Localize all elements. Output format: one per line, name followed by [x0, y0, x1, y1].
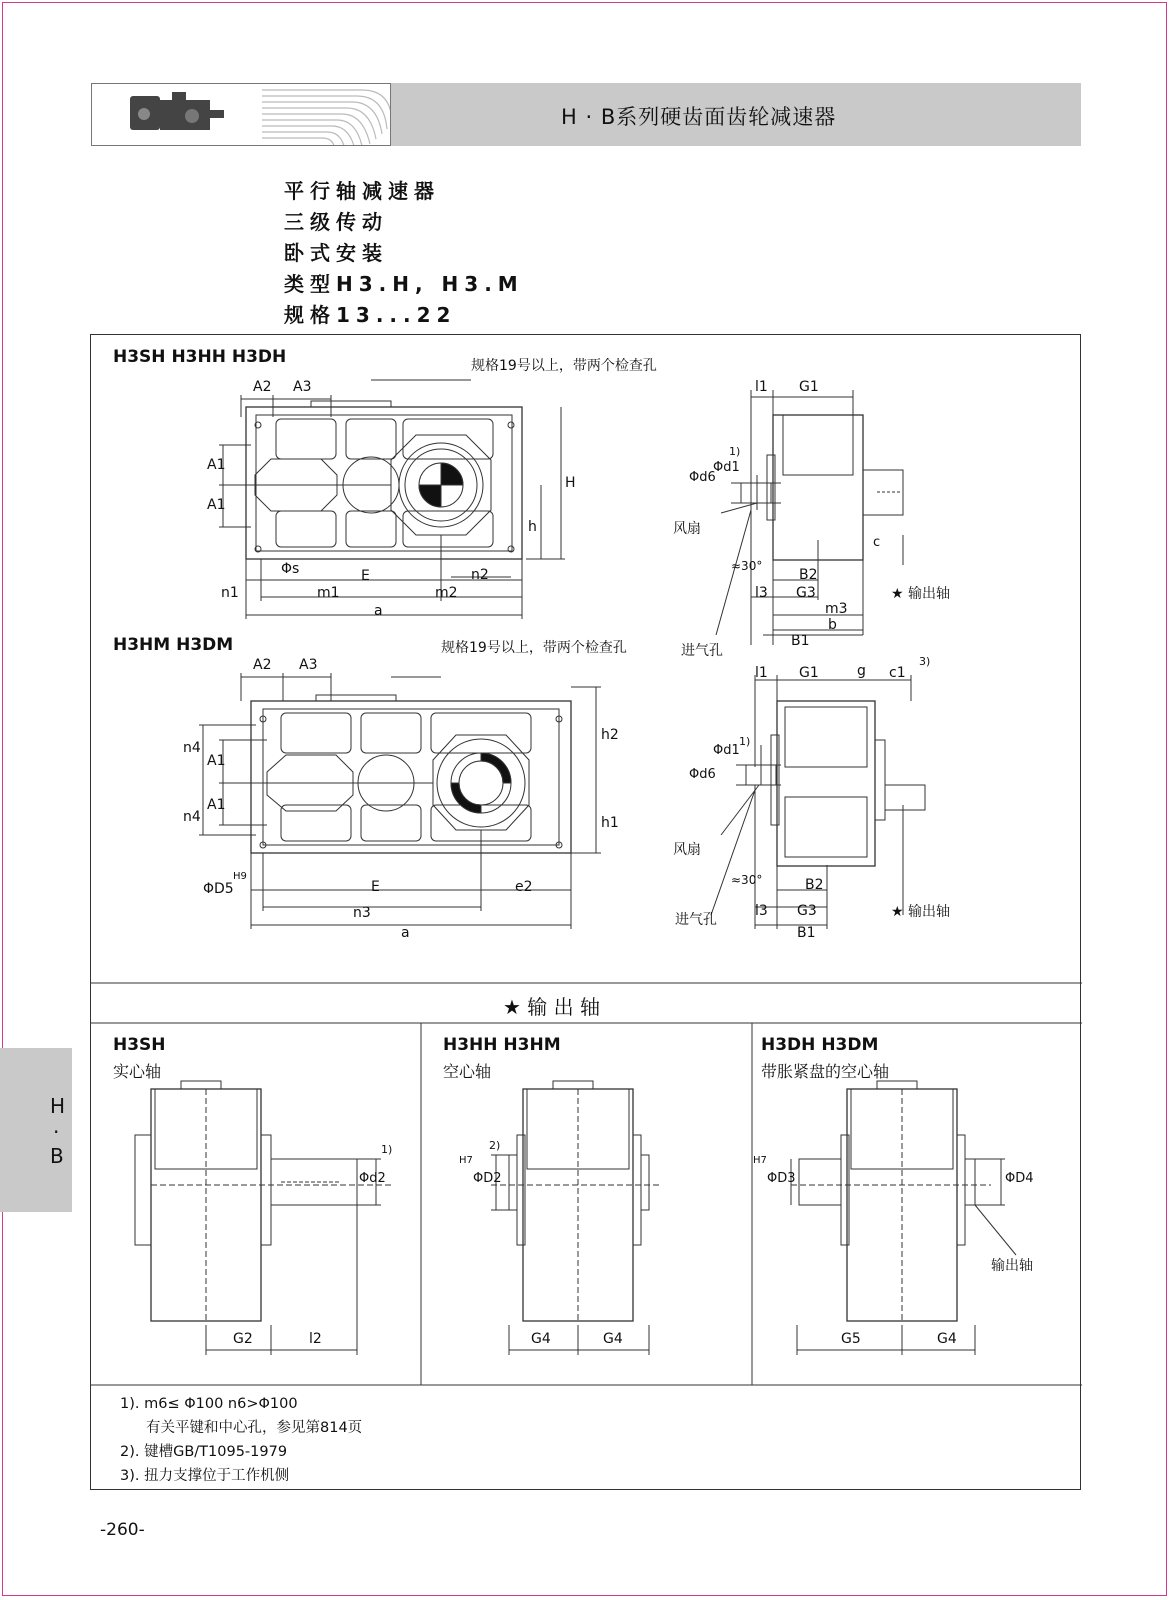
dim-b: b [828, 617, 837, 633]
dim-a: a [374, 603, 383, 619]
dim-B1: B1 [797, 925, 816, 941]
panel1-type: H3SH [113, 1035, 166, 1055]
tol-H7: H7 [459, 1155, 473, 1166]
panel2-type: H3HH H3HM [443, 1035, 561, 1055]
label-fan: 风扇 [673, 842, 701, 858]
dim-c: c [873, 535, 881, 550]
panel3-type: H3DH H3DM [761, 1035, 879, 1055]
note-line: 1). m6≤ Φ100 n6>Φ100 [120, 1396, 298, 1412]
mid-front-view [199, 673, 601, 929]
dim-phi-D4: ΦD4 [1005, 1171, 1034, 1186]
dim-l2: l2 [309, 1331, 322, 1347]
dim-n4: n4 [183, 740, 201, 756]
top-diagram-note: 规格19号以上，带两个检查孔 [471, 358, 657, 374]
label-fan: 风扇 [673, 521, 701, 537]
angle-30: ≈30° [731, 559, 763, 573]
intro-line: 类型H3.H, H3.M [284, 272, 524, 296]
panel3-drawing [791, 1081, 1016, 1355]
dim-h2: h2 [601, 727, 619, 743]
dim-A1: A1 [207, 797, 226, 813]
dim-a: a [401, 925, 410, 941]
panel1-footnote: 1) [381, 1143, 393, 1156]
panel2-footnote: 2) [489, 1139, 501, 1152]
footnote-1: 1) [739, 735, 751, 748]
label-output-shaft: ★ 输出轴 [891, 904, 951, 920]
note-line: 有关平键和中心孔，参见第814页 [146, 1420, 363, 1436]
intro-line: 卧式安装 [284, 241, 388, 265]
dim-phi-D2: ΦD2 [473, 1171, 502, 1186]
header-graphic [92, 84, 391, 146]
label-output-shaft: ★ 输出轴 [891, 586, 951, 602]
dim-H: H [565, 475, 576, 491]
dim-B2: B2 [799, 567, 818, 583]
angle-30: ≈30° [731, 873, 763, 887]
side-tab-dot: · [53, 1120, 60, 1144]
dim-h: h [528, 519, 537, 535]
intro-line: 三级传动 [284, 210, 388, 234]
label-air-inlet: 进气孔 [675, 912, 717, 928]
dim-A2: A2 [253, 379, 272, 395]
dim-phi-d1: Φd1 [713, 743, 740, 758]
dim-phi-D5: ΦD5 [203, 881, 234, 897]
dim-phi-d6: Φd6 [689, 470, 716, 485]
footnote-1: 1) [729, 445, 741, 458]
top-front-view [219, 380, 565, 619]
dim-n3: n3 [353, 905, 371, 921]
dim-h1: h1 [601, 815, 619, 831]
dim-A3: A3 [293, 379, 312, 395]
intro-line: 平行轴减速器 [284, 179, 440, 203]
dim-E: E [361, 568, 370, 584]
dim-l3: l3 [755, 903, 768, 919]
dim-phi-d6: Φd6 [689, 767, 716, 782]
footnote-3: 3) [919, 655, 931, 668]
dim-B1: B1 [791, 633, 810, 649]
top-diagram-title: H3SH H3HH H3DH [113, 347, 287, 367]
dim-n4: n4 [183, 809, 201, 825]
dim-phi-D3: ΦD3 [767, 1171, 796, 1186]
dim-G2: G2 [233, 1331, 253, 1347]
panel2-desc: 空心轴 [443, 1062, 492, 1081]
note-line: 3). 扭力支撑位于工作机侧 [120, 1468, 290, 1484]
top-side-view [716, 390, 903, 645]
dim-l3: l3 [755, 585, 768, 601]
dim-G4: G4 [937, 1331, 957, 1347]
dim-l1: l1 [755, 665, 768, 681]
dim-n2: n2 [471, 567, 489, 583]
label-output-shaft: 输出轴 [991, 1258, 1033, 1274]
intro-line: 规格13...22 [284, 303, 457, 327]
panel1-desc: 实心轴 [113, 1062, 162, 1081]
dim-g: g [857, 663, 866, 679]
dim-E: E [371, 879, 380, 895]
main-drawing-frame [90, 334, 1081, 1490]
dim-m2: m2 [435, 585, 458, 601]
page-number: -260- [100, 1520, 145, 1540]
panel1-drawing [135, 1081, 391, 1355]
dim-phi-s: Φs [281, 561, 300, 577]
tol-H7: H7 [753, 1155, 767, 1166]
dim-A3: A3 [299, 657, 318, 673]
footnotes [120, 1392, 362, 1488]
header-title: H · B系列硬齿面齿轮减速器 [561, 105, 837, 129]
panel3-desc: 带胀紧盘的空心轴 [761, 1062, 890, 1081]
mid-diagram-note: 规格19号以上，带两个检查孔 [441, 640, 627, 656]
note-line: 2). 键槽GB/T1095-1979 [120, 1444, 288, 1460]
dim-G3: G3 [796, 585, 816, 601]
tol-H9: H9 [233, 871, 247, 882]
dim-G5: G5 [841, 1331, 861, 1347]
mid-diagram-title: H3HM H3DM [113, 635, 234, 655]
header-image-box [91, 83, 391, 146]
dim-A1: A1 [207, 497, 226, 513]
dim-m1: m1 [317, 585, 340, 601]
label-air-inlet: 进气孔 [681, 643, 723, 659]
header-banner [91, 83, 1081, 146]
dim-B2: B2 [805, 877, 824, 893]
dim-c1: c1 [889, 665, 906, 681]
dim-l1: l1 [755, 379, 768, 395]
dim-G4: G4 [603, 1331, 623, 1347]
dim-m3: m3 [825, 601, 848, 617]
side-tab [0, 1048, 72, 1212]
dim-A1: A1 [207, 457, 226, 473]
panel2-drawing [491, 1081, 661, 1355]
intro-block [284, 176, 524, 331]
output-shaft-heading: ★ 输 出 轴 [503, 995, 601, 1019]
side-tab-letter: B [50, 1144, 64, 1168]
dim-G4: G4 [531, 1331, 551, 1347]
dim-phi-d2: Φd2 [359, 1171, 386, 1186]
dim-A1: A1 [207, 753, 226, 769]
dim-n1: n1 [221, 585, 239, 601]
dim-A2: A2 [253, 657, 272, 673]
dim-G3: G3 [797, 903, 817, 919]
dim-e2: e2 [515, 879, 533, 895]
dim-phi-d1: Φd1 [713, 460, 740, 475]
dim-G1: G1 [799, 379, 819, 395]
side-tab-letter: H [50, 1094, 66, 1118]
dim-G1: G1 [799, 665, 819, 681]
